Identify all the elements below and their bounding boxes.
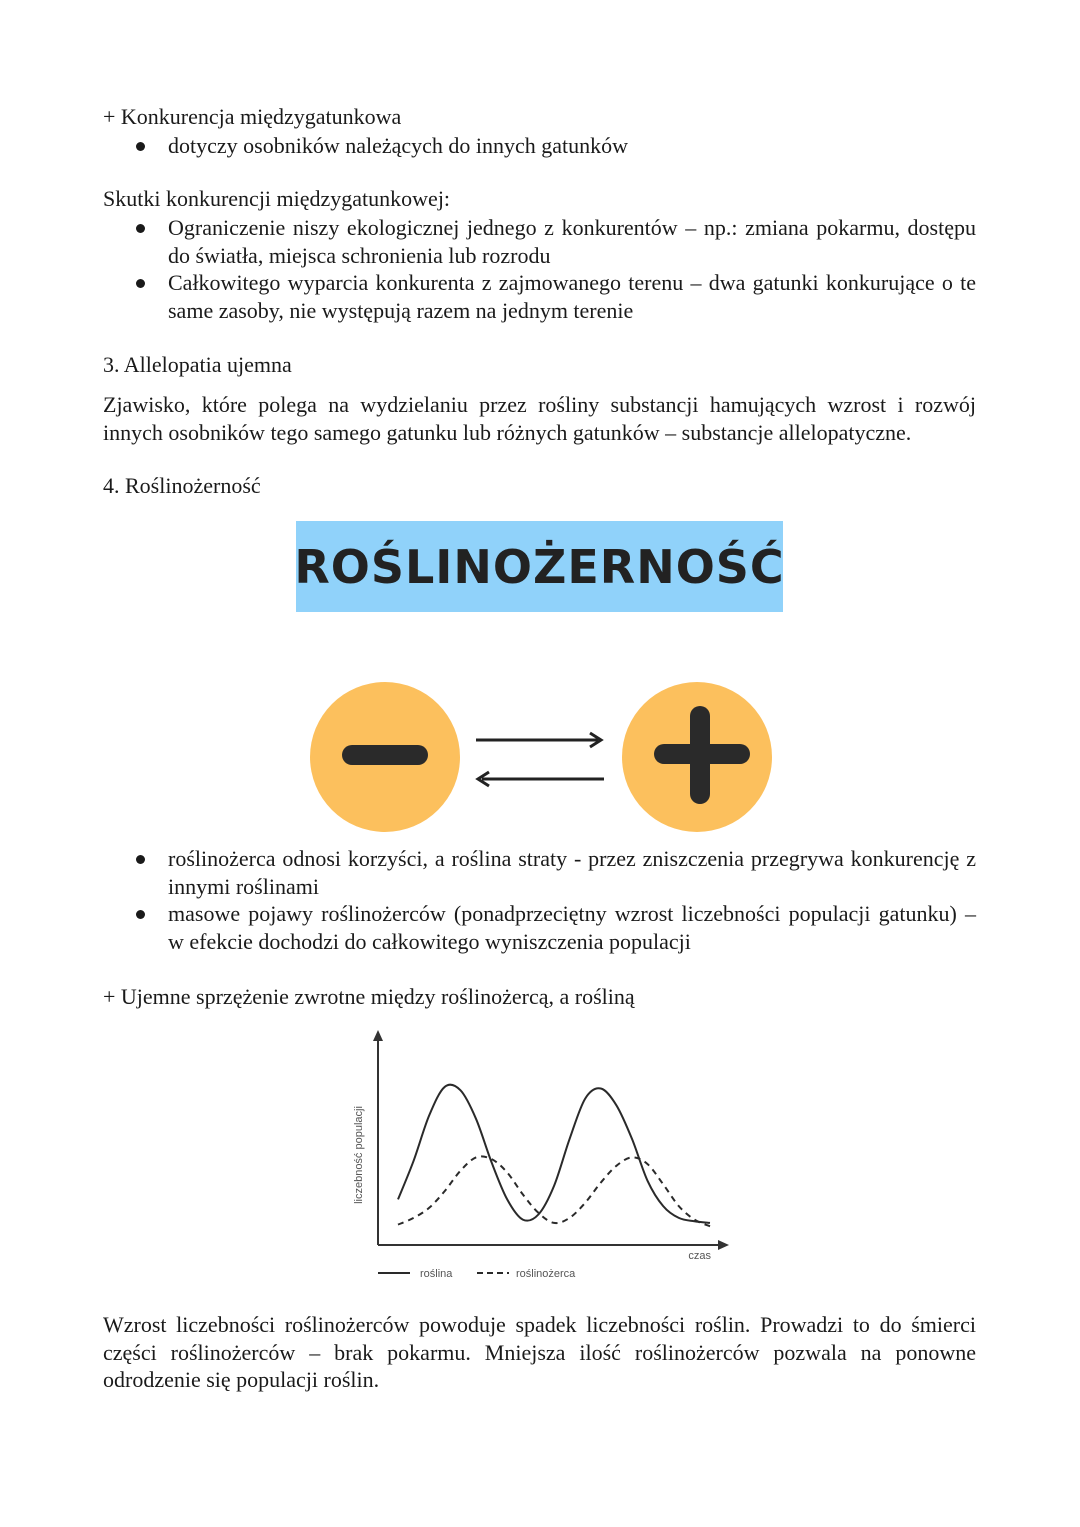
bullet-icon: [136, 279, 145, 288]
list-item: Ograniczenie niszy ekologicznej jednego z konkurentów – np.: zmiana pokarmu, dostępu do światła, miejsca schronienia lub rozrodu: [103, 214, 976, 269]
herbivory-banner: [296, 521, 783, 612]
effects-heading: Skutki konkurencji międzygatunkowej:: [103, 186, 451, 211]
plus-circle: [622, 682, 772, 832]
bullet-icon: [136, 855, 145, 864]
herbivory-heading: 4. Roślinożerność: [103, 473, 261, 498]
list-item: dotyczy osobników należących do innych gatunków: [103, 132, 976, 160]
y-axis-arrow: [373, 1030, 383, 1041]
feedback-heading: + Ujemne sprzężenie zwrotne między roślinożercą, a rośliną: [103, 984, 635, 1009]
interspecific-list: [103, 132, 976, 160]
list-item: masowe pojawy roślinożerców (ponadprzeciętny wzrost liczebności populacji gatunku) – w efekcie dochodzi do całkowitego wyniszczenia populacji: [103, 900, 976, 955]
allelopathy-heading: 3. Allelopatia ujemna: [103, 352, 292, 377]
effects-list: [103, 214, 976, 324]
interspecific-heading: + Konkurencja międzygatunkowa: [103, 104, 402, 129]
allelopathy-text: Zjawisko, które polega na wydzielaniu przez rośliny substancji hamujących wzrost i rozwój innych osobników tego samego gatunku lub różnych gatunków – substancje allelopatyczne.: [103, 392, 976, 445]
y-axis-label: liczebność populacji: [353, 1106, 365, 1204]
legend-label-roslina: roślina: [420, 1268, 453, 1280]
minus-icon: [310, 682, 460, 832]
plus-icon: [622, 682, 772, 832]
minus-circle: [310, 682, 460, 832]
series-line-roslina: [398, 1085, 710, 1223]
bullet-icon: [136, 142, 145, 151]
conclusion-text: Wzrost liczebności roślinożerców powoduje spadek liczebności roślin. Prowadzi to do śmierci części roślinożerców – brak pokarmu. Mniejsza ilość roślinożerców pozwala na ponowne odrodzenie się populacji roślin.: [103, 1312, 976, 1392]
legend-label-roslinozerca: roślinożerca: [516, 1268, 576, 1280]
population-chart: [340, 1025, 740, 1285]
x-axis-arrow: [718, 1240, 729, 1250]
list-item: roślinożerca odnosi korzyści, a roślina straty - przez zniszczenia przegrywa konkurencję z innymi roślinami: [103, 845, 976, 900]
banner-title: ROŚLINOŻERNOŚĆ: [294, 539, 785, 594]
series-line-roslinozerca: [398, 1156, 710, 1226]
herbivory-list: [103, 845, 976, 955]
x-axis-label: czas: [688, 1250, 711, 1262]
exchange-arrows-icon: [470, 725, 615, 795]
list-item: Całkowitego wyparcia konkurenta z zajmowanego terenu – dwa gatunki konkurujące o te same zasoby, nie występują razem na jednym terenie: [103, 269, 976, 324]
bullet-icon: [136, 224, 145, 233]
bullet-icon: [136, 910, 145, 919]
